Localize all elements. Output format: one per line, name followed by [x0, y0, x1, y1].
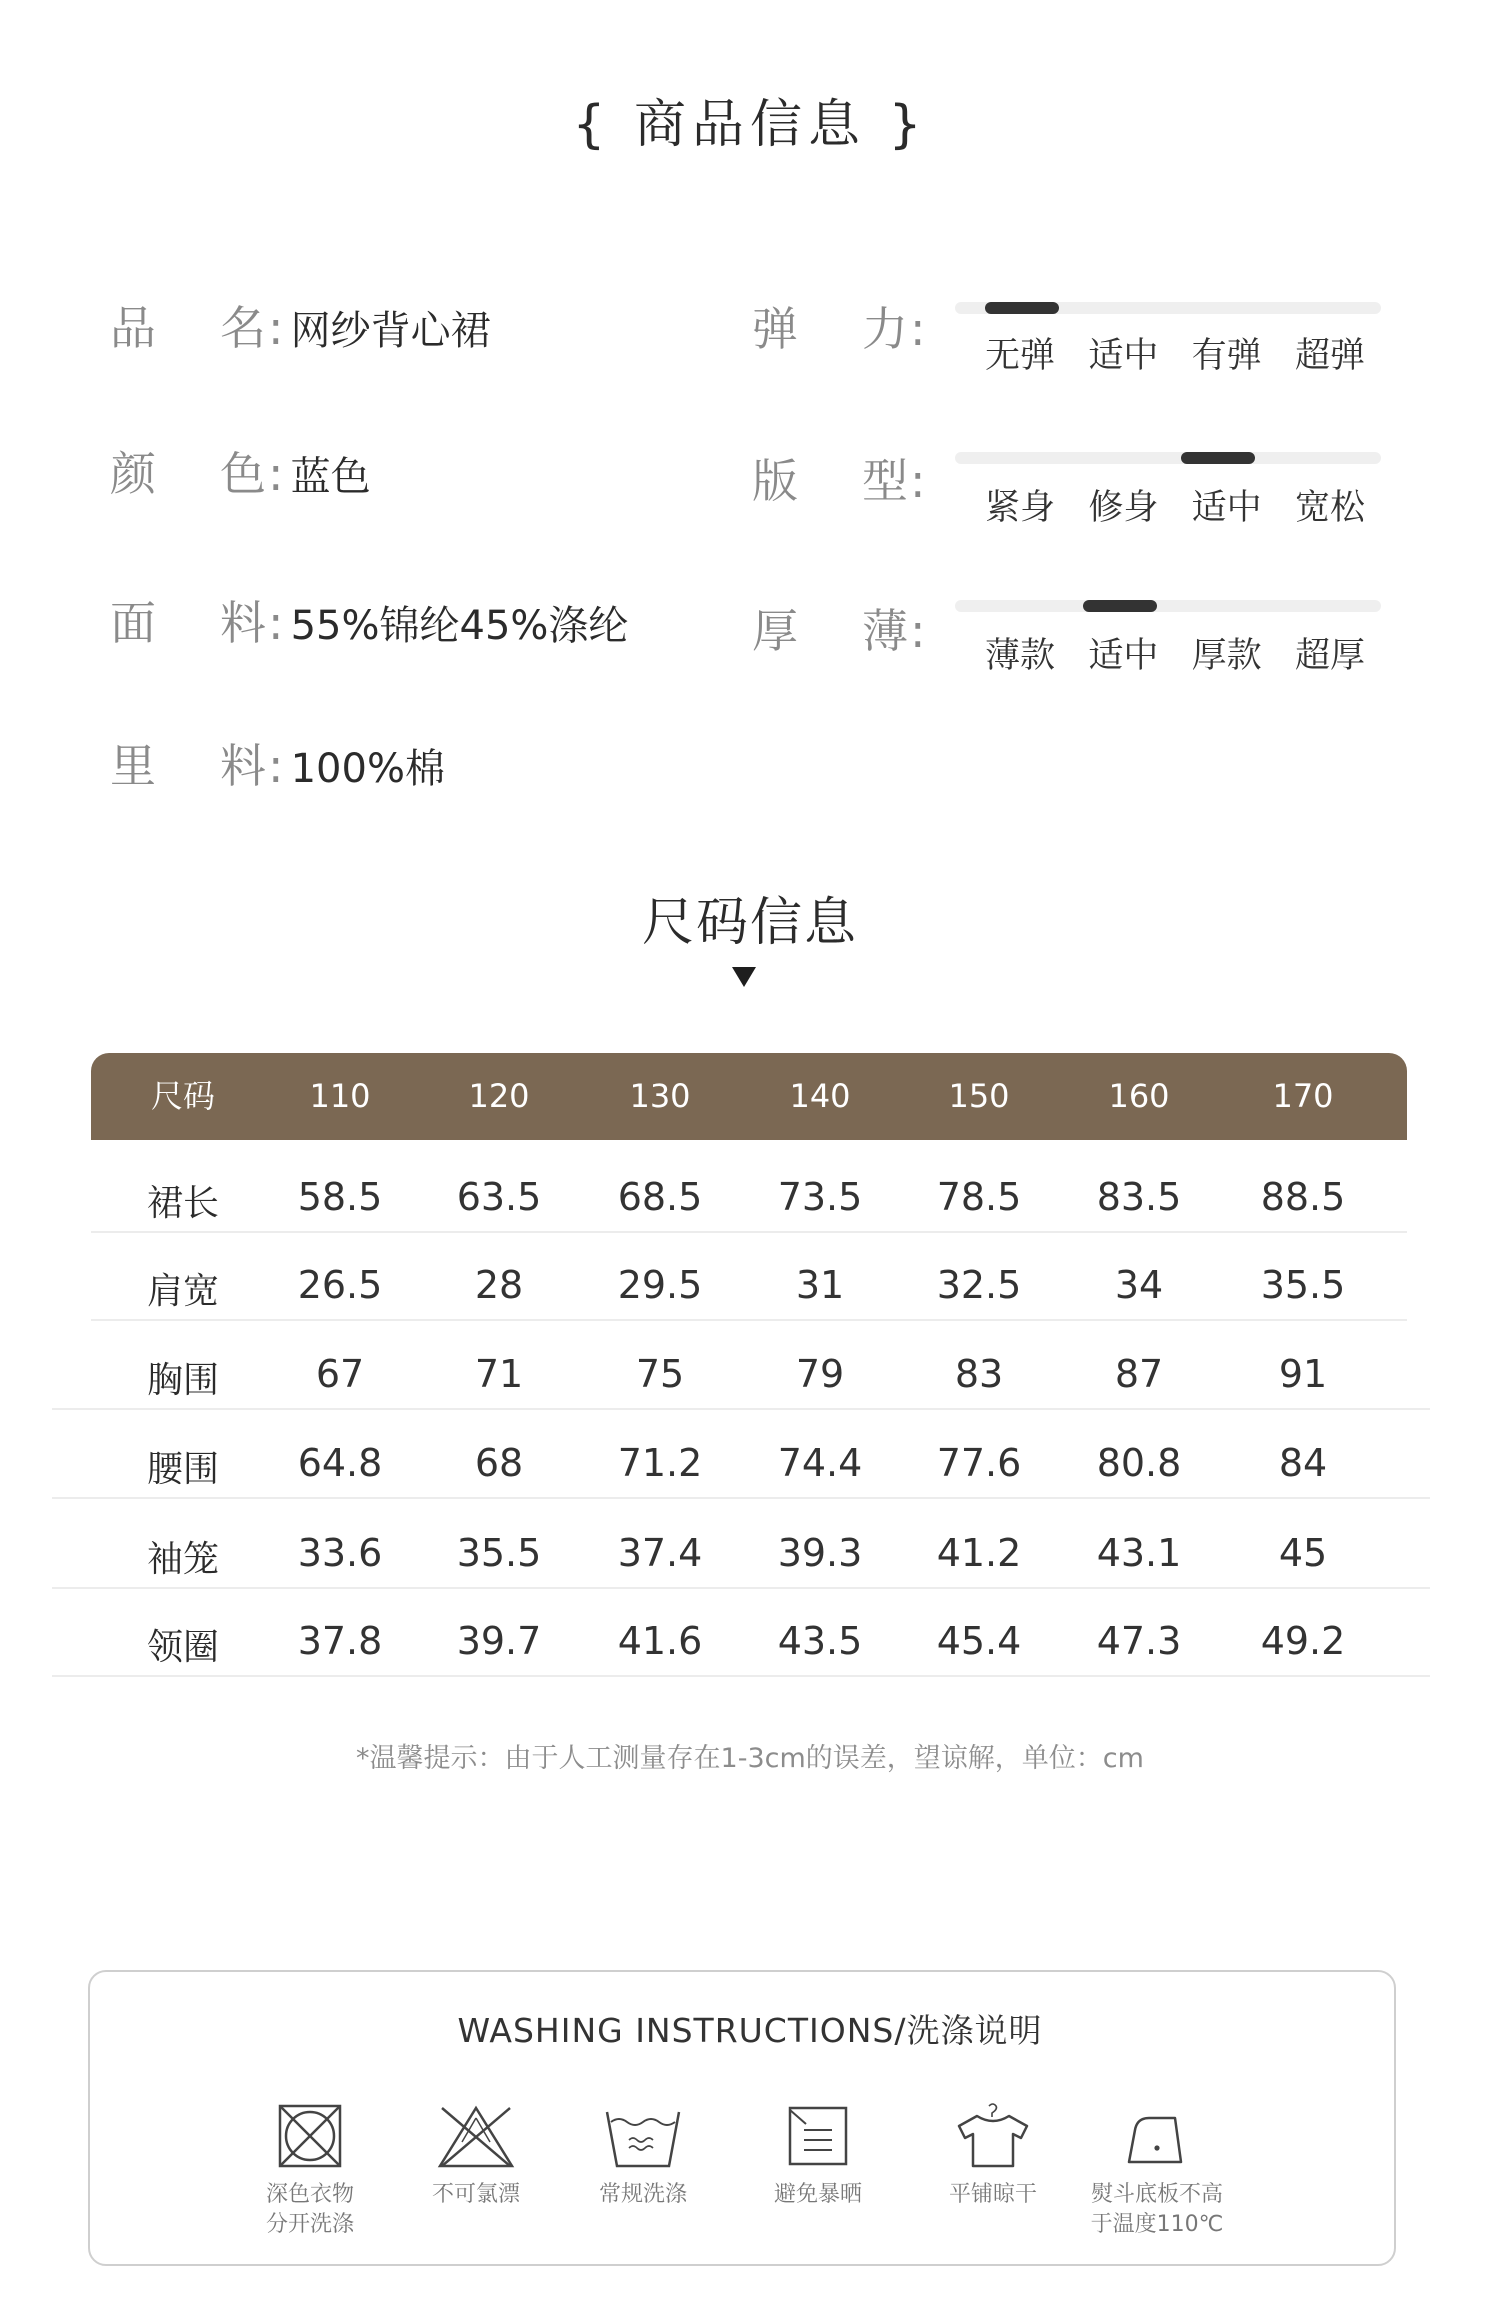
row-divider: [91, 1319, 1407, 1321]
table-cell: 39.7: [456, 1619, 542, 1663]
scale-indicator: [1181, 452, 1255, 464]
arrow-down-icon: [732, 967, 756, 987]
field-label-a: 里: [110, 739, 158, 793]
scale-options-thickness: [985, 628, 1365, 678]
table-cell: 45.4: [936, 1619, 1022, 1663]
table-cell: 68.5: [617, 1175, 703, 1219]
field-label-a: 面: [110, 596, 158, 650]
wash-label: 不可氯漂: [431, 2182, 520, 2207]
wash-item-flat-dry: [908, 2100, 1078, 2210]
table-cell: 67: [315, 1352, 365, 1396]
scale-track-thickness: [955, 600, 1381, 612]
hand-wash-icon: [601, 2100, 685, 2172]
scale-track-fit: [955, 452, 1381, 464]
table-cell: 35.5: [1260, 1263, 1346, 1307]
field-value: 网纱背心裙: [290, 308, 491, 354]
scale-option: 适中: [1088, 336, 1159, 376]
wash-label: 避免暴晒: [773, 2182, 862, 2207]
table-cell: 29.5: [617, 1263, 703, 1307]
table-cell: 45: [1278, 1531, 1328, 1575]
wash-label: 常规洗涤: [598, 2182, 687, 2207]
wash-item-separate: [225, 2100, 395, 2240]
row-divider: [91, 1231, 1407, 1233]
scale-option: 修身: [1088, 488, 1159, 528]
table-cell: 43.1: [1096, 1531, 1182, 1575]
scale-options-fit: [985, 480, 1365, 530]
table-cell: 39.3: [777, 1531, 863, 1575]
table-cell: 41.2: [936, 1531, 1022, 1575]
table-cell: 79: [795, 1352, 845, 1396]
table-cell: 49.2: [1260, 1619, 1346, 1663]
no-bleach-icon: [434, 2100, 518, 2172]
flat-dry-icon: [953, 2100, 1033, 2172]
table-cell: 58.5: [297, 1175, 383, 1219]
scale-track-elasticity: [955, 302, 1381, 314]
table-cell: 28: [474, 1263, 524, 1307]
header-cell: 150: [948, 1077, 1010, 1115]
product-info-title: { 商品信息 }: [572, 95, 928, 155]
table-cell: 64.8: [297, 1441, 383, 1485]
shade-dry-icon: [782, 2100, 854, 2172]
scale-option: 有弹: [1191, 336, 1262, 376]
field-value: 55%锦纶45%涤纶: [290, 603, 629, 649]
field-label-b: 料:: [220, 596, 286, 650]
header-cell: 170: [1272, 1077, 1334, 1115]
table-cell: 88.5: [1260, 1175, 1346, 1219]
table-cell: 35.5: [456, 1531, 542, 1575]
row-divider: [52, 1675, 1430, 1677]
table-cell: 41.6: [617, 1619, 703, 1663]
field-label-b: 名:: [220, 301, 286, 355]
table-cell: 74.4: [777, 1441, 863, 1485]
table-cell: 71.2: [617, 1441, 703, 1485]
table-cell: 73.5: [777, 1175, 863, 1219]
field-label-b: 料:: [220, 739, 286, 793]
iron-icon: [1121, 2100, 1193, 2172]
table-cell: 83: [954, 1352, 1004, 1396]
scale-option: 薄款: [985, 636, 1056, 676]
field-label-a: 品: [110, 301, 158, 355]
field-value: 蓝色: [290, 454, 371, 500]
header-cell: 160: [1108, 1077, 1170, 1115]
scale-option: 无弹: [985, 336, 1056, 376]
wash-item-iron: [1072, 2100, 1242, 2240]
table-cell: 63.5: [456, 1175, 542, 1219]
row-divider: [52, 1408, 1430, 1410]
scale-option: 适中: [1088, 636, 1159, 676]
table-cell: 83.5: [1096, 1175, 1182, 1219]
scale-option: 宽松: [1294, 488, 1365, 528]
field-value: 100%棉: [290, 746, 445, 792]
field-color: [110, 438, 371, 504]
header-cell: 110: [309, 1077, 371, 1115]
table-cell: 75: [635, 1352, 685, 1396]
scale-option: 厚款: [1191, 636, 1262, 676]
scale-indicator: [1083, 600, 1157, 612]
row-label: 胸围: [146, 1360, 219, 1401]
table-cell: 47.3: [1096, 1619, 1182, 1663]
washing-title: WASHING INSTRUCTIONS/洗涤说明: [457, 2011, 1043, 2050]
table-cell: 77.6: [936, 1441, 1022, 1485]
scale-label-fit: 版 型:: [752, 454, 928, 508]
field-fabric: [110, 587, 628, 653]
header-cell: 140: [789, 1077, 851, 1115]
no-tumble-dry-icon: [274, 2100, 346, 2172]
row-divider: [52, 1497, 1430, 1499]
row-divider: [52, 1587, 1430, 1589]
measurement-note: *温馨提示：由于人工测量存在1-3cm的误差，望谅解，单位：cm: [356, 1743, 1144, 1774]
table-cell: 32.5: [936, 1263, 1022, 1307]
table-cell: 34: [1114, 1263, 1164, 1307]
table-cell: 26.5: [297, 1263, 383, 1307]
scale-option: 紧身: [985, 488, 1056, 528]
table-cell: 33.6: [297, 1531, 383, 1575]
size-info-title: 尺码信息: [641, 893, 858, 953]
header-cell: 130: [629, 1077, 691, 1115]
scale-indicator: [985, 302, 1059, 314]
scale-option: 适中: [1191, 488, 1262, 528]
wash-item-normal-wash: [558, 2100, 728, 2210]
row-label: 肩宽: [146, 1271, 219, 1312]
row-label: 领圈: [146, 1627, 219, 1668]
wash-label: 分开洗涤: [265, 2212, 354, 2237]
table-cell: 91: [1278, 1352, 1328, 1396]
header-cell: 120: [468, 1077, 530, 1115]
scale-label-thickness: 厚 薄:: [752, 604, 928, 658]
table-cell: 68: [474, 1441, 524, 1485]
field-name: [110, 292, 491, 358]
table-cell: 84: [1278, 1441, 1328, 1485]
wash-label: 于温度110℃: [1090, 2212, 1224, 2237]
wash-item-avoid-sun: [733, 2100, 903, 2210]
table-cell: 37.8: [297, 1619, 383, 1663]
wash-item-no-bleach: [391, 2100, 561, 2210]
row-label: 袖笼: [146, 1539, 219, 1580]
table-cell: 80.8: [1096, 1441, 1182, 1485]
row-label: 腰围: [146, 1449, 219, 1490]
wash-label: 熨斗底板不高: [1090, 2182, 1223, 2207]
table-cell: 31: [795, 1263, 845, 1307]
size-table-header: [91, 1053, 1407, 1140]
field-label-b: 色:: [220, 447, 286, 501]
wash-label: 平铺晾干: [948, 2182, 1037, 2207]
table-cell: 43.5: [777, 1619, 863, 1663]
scale-options-elasticity: [985, 328, 1365, 378]
row-label: 裙长: [146, 1183, 219, 1224]
table-cell: 87: [1114, 1352, 1164, 1396]
scale-option: 超弹: [1294, 336, 1365, 376]
field-label-a: 颜: [110, 447, 158, 501]
table-cell: 37.4: [617, 1531, 703, 1575]
wash-label: 深色衣物: [265, 2182, 354, 2207]
table-cell: 78.5: [936, 1175, 1022, 1219]
scale-label-elasticity: 弹 力:: [752, 302, 928, 356]
header-cell: 尺码: [150, 1077, 215, 1115]
scale-option: 超厚: [1294, 636, 1365, 676]
table-cell: 71: [474, 1352, 524, 1396]
field-lining: [110, 730, 445, 796]
